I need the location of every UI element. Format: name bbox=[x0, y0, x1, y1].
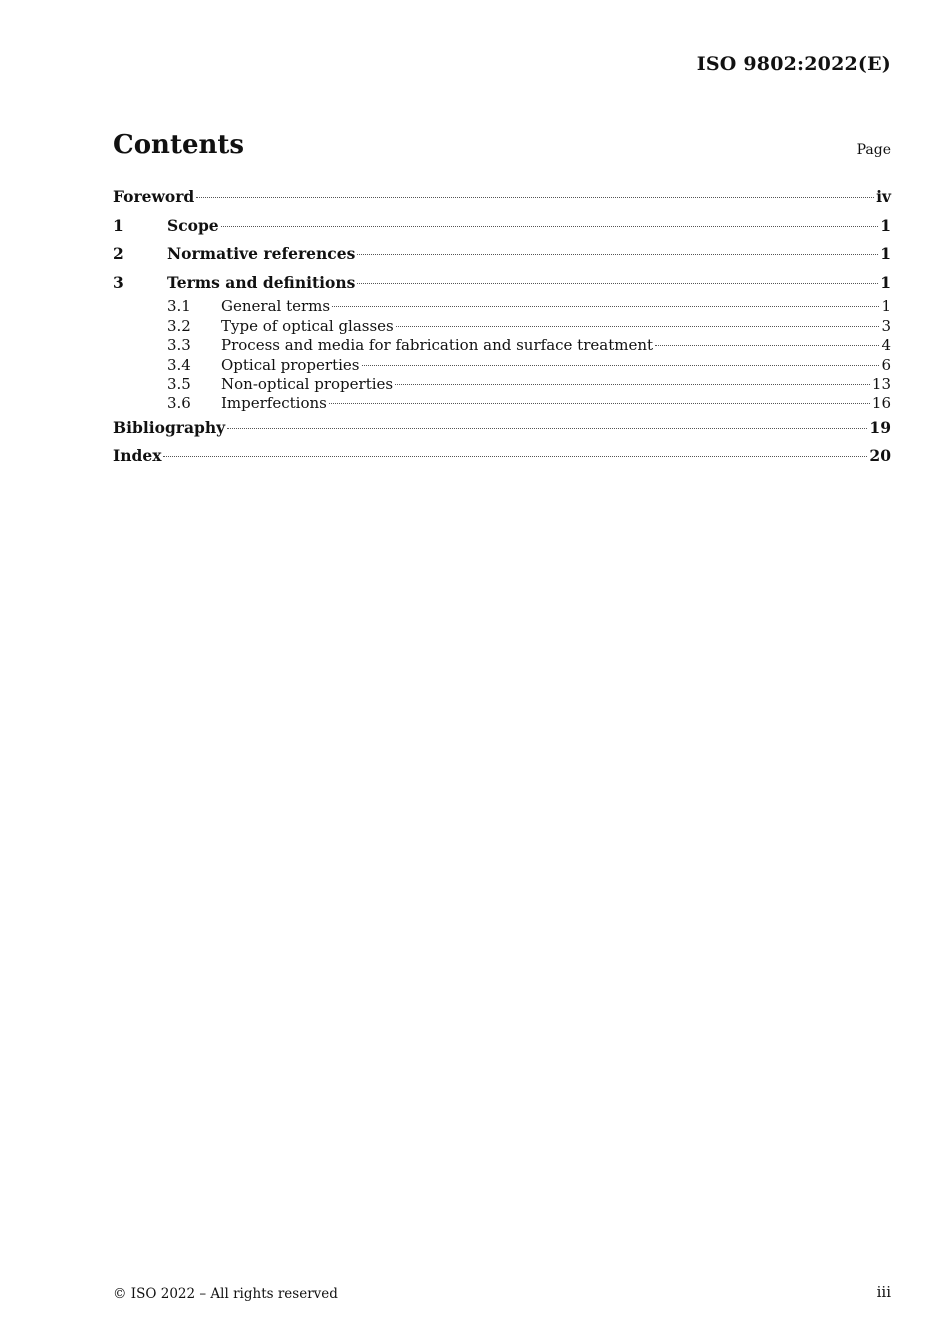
toc-subentry-type-of-optical-glasses[interactable] bbox=[113, 317, 891, 336]
toc-entry-label: Process and media for fabrication and surface treatment bbox=[221, 336, 654, 355]
toc-subentry-general-terms[interactable] bbox=[113, 297, 891, 316]
toc-leader-dots bbox=[395, 384, 870, 385]
toc-entry-page: 1 bbox=[881, 297, 891, 316]
toc-entry-number: 3 bbox=[113, 272, 124, 292]
toc-leader-dots bbox=[362, 365, 880, 366]
toc-leader-dots bbox=[396, 326, 880, 327]
toc-entry-label: Bibliography bbox=[113, 417, 226, 437]
toc-entry-label: Non-optical properties bbox=[221, 374, 394, 393]
toc-entry-scope[interactable] bbox=[113, 212, 891, 241]
toc-entry-page: 1 bbox=[880, 272, 891, 292]
toc-entry-label: Type of optical glasses bbox=[221, 316, 394, 335]
toc-entry-page: iv bbox=[876, 187, 891, 206]
toc-leader-dots bbox=[196, 197, 874, 198]
toc-leader-dots bbox=[227, 428, 867, 429]
copyright-notice: © ISO 2022 – All rights reserved bbox=[113, 1286, 338, 1302]
toc-entry-number: 3.6 bbox=[167, 394, 191, 413]
contents-title: Contents bbox=[113, 130, 245, 160]
toc-entry-number: 3.3 bbox=[167, 336, 191, 355]
toc-leader-dots bbox=[357, 254, 878, 255]
toc-entry-number: 3.1 bbox=[167, 297, 191, 316]
toc-entry-page: 19 bbox=[869, 417, 891, 437]
toc-entry-label: Imperfections bbox=[221, 394, 327, 413]
toc-entry-label: Index bbox=[113, 446, 162, 466]
toc-entry-page: 1 bbox=[880, 215, 891, 235]
toc-subentry-process-and-media[interactable] bbox=[113, 336, 891, 355]
toc-entry-number: 3.2 bbox=[167, 316, 191, 335]
toc-entry-label: General terms bbox=[221, 297, 331, 316]
toc-leader-dots bbox=[655, 345, 879, 346]
toc-leader-dots bbox=[221, 226, 879, 227]
toc-entry-number: 3.5 bbox=[167, 374, 191, 393]
toc-entry-page: 16 bbox=[871, 394, 891, 413]
toc-entry-foreword[interactable] bbox=[113, 183, 891, 212]
toc-entry-page: 13 bbox=[871, 374, 891, 393]
toc-entry-terms-and-definitions[interactable] bbox=[113, 269, 891, 298]
page-column-label: Page bbox=[856, 142, 891, 158]
toc-leader-dots bbox=[332, 306, 879, 307]
toc-entry-page: 6 bbox=[881, 355, 891, 374]
toc-leader-dots bbox=[357, 283, 878, 284]
toc-entry-page: 3 bbox=[881, 316, 891, 335]
toc-entry-number: 3.4 bbox=[167, 355, 191, 374]
toc-entry-page: 20 bbox=[869, 446, 891, 466]
toc-entry-index[interactable] bbox=[113, 442, 891, 471]
page-number: iii bbox=[876, 1283, 891, 1301]
toc-entry-page: 1 bbox=[880, 244, 891, 264]
toc-entry-label: Terms and definitions bbox=[167, 272, 356, 292]
toc-entry-label: Normative references bbox=[167, 244, 356, 264]
toc-entry-normative-references[interactable] bbox=[113, 240, 891, 269]
toc-leader-dots bbox=[329, 403, 870, 404]
toc-entry-number: 2 bbox=[113, 244, 124, 264]
toc-subentry-imperfections[interactable] bbox=[113, 394, 891, 413]
toc-leader-dots bbox=[163, 456, 867, 457]
toc-entry-number: 1 bbox=[113, 215, 124, 235]
document-id: ISO 9802:2022(E) bbox=[696, 53, 891, 75]
toc-subentry-optical-properties[interactable] bbox=[113, 356, 891, 375]
toc-subentry-non-optical-properties[interactable] bbox=[113, 375, 891, 394]
table-of-contents bbox=[113, 183, 891, 471]
toc-entry-bibliography[interactable] bbox=[113, 414, 891, 443]
toc-entry-page: 4 bbox=[881, 336, 891, 355]
toc-entry-label: Optical properties bbox=[221, 355, 360, 374]
toc-entry-label: Scope bbox=[167, 215, 219, 235]
toc-entry-label: Foreword bbox=[113, 187, 195, 206]
